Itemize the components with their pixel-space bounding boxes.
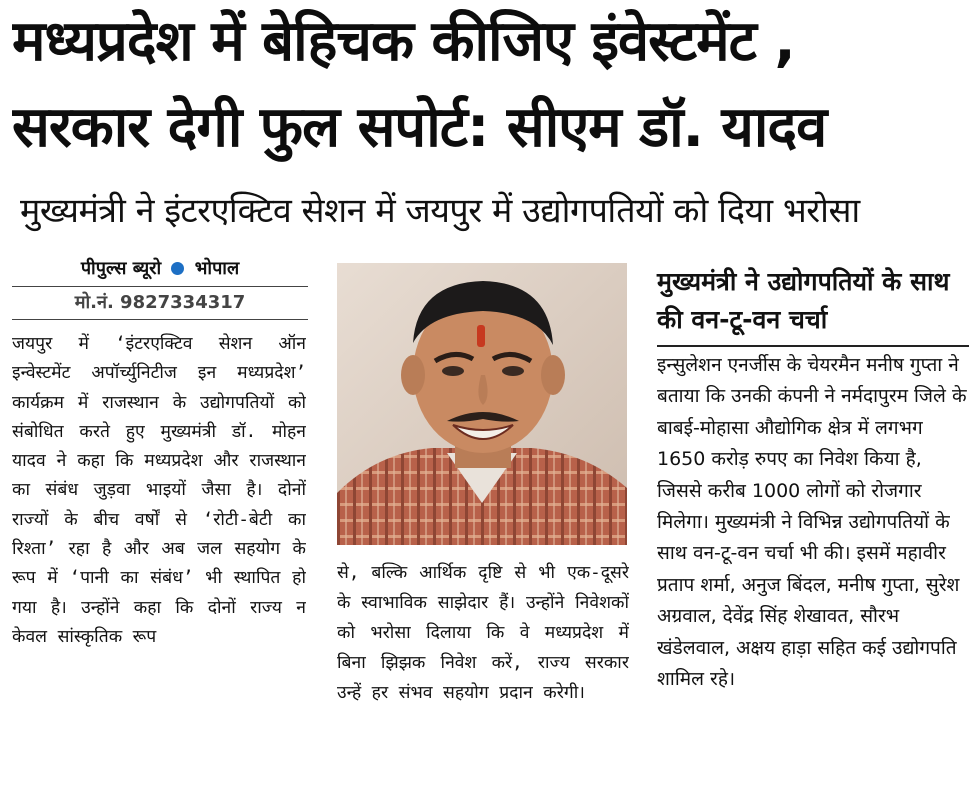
headline-line-1: मध्यप्रदेश में बेहिचक कीजिए इंवेस्टमेंट , [12,9,795,74]
city-name: भोपाल [194,258,240,279]
sidebar-body: इन्सुलेशन एनर्जीस के चेयरमैन मनीष गुप्ता ने बताया कि उनकी कंपनी ने नर्मदापुरम जिले के बाबई-मोहासा औद्योगिक क्षेत्र में लगभग 1650 करोड़ रुपए का निवेश किया है, जिससे करीब 1000 लोगों को रोजगार मिलेगा। मुख्यमंत्री ने विभिन्न उद्योगपतियों के साथ वन-टू-वन चर्चा भी की। इसमें महावीर प्रताप शर्मा, अनुज बिंदल, मनीष गुप्ता, सुरेश अग्रवाल, देवेंद्र सिंह शेखावत, सौरभ खंडेलवाल, अक्षय हाड़ा सहित कई उद्योगपति शामिल रहे। [657,354,967,691]
blue-dot-icon [171,262,184,275]
mobile-number: मो.नं. 9827334317 [12,291,308,320]
byline-block [12,256,308,320]
subheadline: मुख्यमंत्री ने इंटरएक्टिव सेशन में जयपुर में उद्योगपतियों को दिया भरोसा [20,191,860,231]
bureau-name: पीपुल्स ब्यूरो [80,258,162,279]
sidebar-heading: मुख्यमंत्री ने उद्योगपतियों के साथ की वन-टू-वन चर्चा [657,263,969,347]
byline [12,256,308,287]
story-column-2: से, बल्कि आर्थिक दृष्टि से भी एक-दूसरे के स्वाभाविक साझेदार हैं। उन्होंने निवेशकों को भरोसा दिलाया कि वे मध्यप्रदेश में बिना झिझक निवेश करें, राज्य सरकार उन्हें हर संभव सहयोग प्रदान करेगी। [337,563,629,703]
cm-photo [337,263,627,545]
headline-line-2: सरकार देगी फुल सपोर्ट: सीएम डॉ. यादव [12,95,827,160]
portrait-illustration [337,263,627,545]
story-column-1: जयपुर में ‘इंटरएक्टिव सेशन ऑन इन्वेस्टमेंट अपॉर्च्युनिटीज इन मध्यप्रदेश’ कार्यक्रम में राजस्थान के उद्योगपतियों को संबोधित करते हुए मुख्यमंत्री डॉ. मोहन यादव ने कहा कि मध्यप्रदेश और राजस्थान का संबंध जुड़वा भाइयों जैसा है। दोनों राज्यों के बीच वर्षों से ‘रोटी-बेटी का रिश्ता’ रहा है और अब जल सहयोग के रूप में ‘पानी का संबंध’ भी स्थापित हो गया है। उन्होंने कहा कि दोनों राज्य न केवल सांस्कृतिक रूप [12,334,306,647]
